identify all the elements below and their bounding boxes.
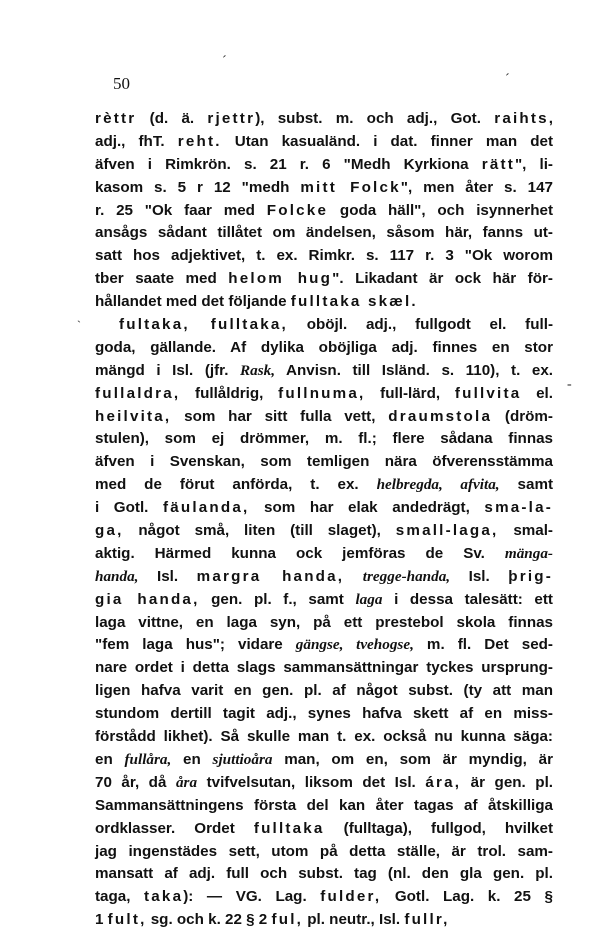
text-run: pl. neutr., Isl. — [303, 911, 405, 929]
text-run: el. — [521, 384, 553, 402]
text-line — [95, 589, 553, 612]
text-run — [344, 568, 363, 585]
text-run: nare ordet i detta slags sammansättningar tyckes ursprung- — [95, 659, 553, 677]
text-line — [95, 612, 553, 635]
text-line — [95, 474, 553, 497]
text-run: som har sitt fulla vett, — [171, 407, 389, 425]
text-line — [95, 314, 553, 337]
text-run: Isl. — [450, 567, 509, 585]
text-line — [95, 657, 553, 680]
text-run: Sammansättningens första del kan åter tagas af åtskilliga — [95, 796, 553, 814]
text-run: jag ingenstädes sett, utom på detta ställe, är trol. sam- — [95, 842, 553, 860]
text-run: (dröm- — [492, 407, 553, 425]
text-run: samt — [499, 476, 554, 494]
text-run: Utan kasualänd. i dat. finner man det — [221, 132, 554, 150]
stray-mark: - — [567, 377, 572, 392]
spaced-term: fullvita — [454, 384, 522, 402]
text-run: stundom dertill tagit adj., synes hafva skett af en miss- — [95, 705, 553, 723]
italic-term: mänga- — [504, 544, 553, 562]
text-run: m. fl. Det sed- — [413, 636, 553, 654]
spaced-term: fullaldra, — [95, 384, 181, 402]
italic-term: fullåra, — [124, 750, 172, 768]
text-line — [95, 772, 553, 795]
text-run: "fem laga hus"; vidare — [95, 636, 296, 654]
spaced-term: fulder, — [320, 888, 382, 906]
text-line — [95, 108, 553, 131]
text-run: ), subst. m. och adj., Got. — [255, 110, 495, 127]
spaced-term: Folcke — [266, 201, 329, 219]
text-run: ". Likadant är ock här för- — [332, 270, 553, 288]
italic-term: åra — [175, 773, 198, 791]
text-run: i dessa talesätt: ett — [382, 590, 553, 608]
text-run: goda, gällande. Af dylika oböjliga adj. finnes en stor — [95, 338, 553, 356]
text-run: 70 år, då — [95, 773, 176, 791]
text-line — [95, 406, 553, 429]
text-run: aktig. Härmed kunna ock jemföras de Sv. — [95, 544, 505, 562]
text-line — [95, 703, 553, 726]
spaced-term: fultaka, fulltaka, — [119, 316, 288, 334]
italic-term: gängse, tvehogse, — [295, 636, 414, 654]
text-line — [95, 291, 553, 314]
text-run: sg. och k. 22 § 2 — [146, 911, 272, 929]
text-run: goda häll", och isynnerhet — [328, 201, 554, 219]
spaced-term: fullnuma, — [278, 384, 366, 402]
text-line — [95, 520, 553, 543]
spaced-term: rèttr — [95, 110, 137, 127]
text-run: en — [95, 750, 125, 768]
spaced-term: reht. — [177, 132, 222, 150]
text-run: smal- — [498, 522, 553, 540]
stray-mark: ˊ — [505, 72, 510, 87]
spaced-term: heilvita, — [95, 407, 172, 425]
text-line — [95, 268, 553, 291]
spaced-term: ful, — [271, 911, 304, 929]
text-run: ", men åter s. 147 — [400, 178, 553, 196]
text-line — [95, 543, 553, 566]
italic-term: Rask, — [240, 361, 276, 379]
text-run: en — [171, 750, 213, 768]
page-number: 50 — [113, 74, 130, 93]
text-run: ", li- — [514, 155, 553, 173]
text-run: äfven i Rimkrön. s. 21 r. 6 "Medh Kyrkiona — [95, 155, 482, 173]
text-run: satt hos adjektivet, t. ex. Rimkr. s. 117 r. 3 "Ok worom — [95, 247, 553, 265]
text-run: förstådd likhet). Så skulle man t. ex. också nu kunna säga: — [95, 728, 553, 746]
text-run: ansågs sådant tillåtet om ändelsen, såsom här, fanns ut- — [95, 224, 553, 242]
text-run: mansatt af adj. full och subst. tag (nl. den gla gen. pl. — [95, 865, 553, 883]
text-line — [95, 131, 553, 154]
text-run: , — [548, 110, 553, 127]
stray-mark: ˊ — [222, 54, 227, 69]
spaced-term: ára, — [425, 773, 462, 791]
text-line — [95, 909, 553, 932]
spaced-term: small-laga, — [395, 522, 499, 540]
text-line — [95, 726, 553, 749]
text-run: Gotl. Lag. k. 25 § — [381, 888, 553, 906]
stray-mark: ` — [77, 318, 81, 332]
italic-term: handa, — [95, 567, 139, 585]
italic-term: laga — [355, 590, 383, 608]
spaced-term: fult, — [107, 911, 147, 929]
text-run: (fulltaga), fullgod, hvilket — [324, 819, 554, 837]
text-line — [95, 245, 553, 268]
text-run: man, om en, som är myndig, är — [272, 750, 553, 768]
text-run: adj., fhT. — [95, 132, 178, 150]
text-run: 1 — [95, 911, 108, 929]
italic-term: helbregda, afvita, — [376, 476, 500, 494]
spaced-term: taka — [144, 888, 184, 906]
text-run: laga vittne, en laga syn, på ett prestebol skola finnas — [95, 613, 553, 631]
text-run: r. 25 "Ok faar med — [95, 201, 267, 219]
text-run: ordklasser. Ordet — [95, 819, 254, 837]
spaced-term: helom hug — [228, 270, 333, 288]
text-run: mängd i Isl. (jfr. — [95, 361, 241, 379]
text-line — [95, 795, 553, 818]
text-run: (d. ä. — [136, 110, 208, 127]
text-line — [95, 383, 553, 406]
text-line — [95, 451, 553, 474]
spaced-term: rätt — [481, 155, 515, 173]
text-line — [95, 841, 553, 864]
text-run: som har elak andedrägt, — [249, 499, 485, 517]
text-run: oböjl. adj., fullgodt el. full- — [287, 316, 553, 334]
text-run: hållandet med det följande — [95, 293, 291, 311]
spaced-term: sma-la- — [484, 499, 554, 517]
text-line — [95, 566, 553, 589]
text-run: gen. pl. f., samt — [199, 590, 356, 608]
text-run: full-lärd, — [365, 384, 455, 402]
text-line — [95, 680, 553, 703]
text-line — [95, 634, 553, 657]
text-line — [95, 154, 553, 177]
spaced-term: raihts — [494, 110, 549, 127]
text-run: i Gotl. — [95, 499, 163, 517]
italic-term: sjuttioåra — [212, 750, 273, 768]
spaced-term: draumstola — [388, 407, 493, 425]
text-line — [95, 177, 553, 200]
text-line — [95, 428, 553, 451]
text-run: fullåldrig, — [180, 384, 279, 402]
spaced-term: mitt Folck — [300, 178, 401, 196]
text-run: är gen. pl. — [461, 773, 554, 791]
text-run: stulen), som ej drömmer, m. fl.; flere sådana finnas — [95, 430, 553, 448]
spaced-term: fullr, — [404, 911, 450, 929]
spaced-term: þrig- — [508, 567, 554, 585]
text-run: tber saate med — [95, 270, 229, 288]
text-line — [95, 497, 553, 520]
spaced-term: gia handa, — [95, 590, 200, 608]
text-run: något små, liten (till slaget), — [123, 522, 396, 540]
text-run: Isl. — [138, 567, 197, 585]
text-line — [95, 886, 553, 909]
text-run: ): — VG. Lag. — [183, 888, 321, 906]
text-run: Anvisn. till Isländ. s. 110), t. ex. — [275, 361, 553, 379]
text-line — [95, 222, 553, 245]
text-line — [95, 337, 553, 360]
text-run: med de förut anförda, t. ex. — [95, 476, 377, 494]
text-line — [95, 200, 553, 223]
spaced-term: margra handa, — [196, 567, 345, 585]
text-run: kasom s. 5 r 12 "medh — [95, 178, 301, 196]
text-line — [95, 818, 553, 841]
spaced-term: fäulanda, — [162, 499, 250, 517]
spaced-term: fulltaka skæl. — [290, 293, 418, 311]
body-text — [95, 108, 553, 932]
text-run: tvifvelsutan, liksom det Isl. — [197, 773, 426, 791]
text-line — [95, 863, 553, 886]
spaced-term: rjettr — [207, 110, 256, 127]
text-run: taga, — [95, 888, 145, 906]
text-line — [95, 360, 553, 383]
spaced-term: fulltaka — [253, 819, 325, 837]
text-run: ligen hafva varit en gen. pl. af något subst. (ty att man — [95, 682, 553, 700]
text-run: äfven i Svenskan, som temligen nära öfverensstämma — [95, 453, 553, 471]
text-line — [95, 749, 553, 772]
spaced-term: ga, — [95, 522, 124, 540]
italic-term: tregge-handa, — [362, 567, 451, 585]
